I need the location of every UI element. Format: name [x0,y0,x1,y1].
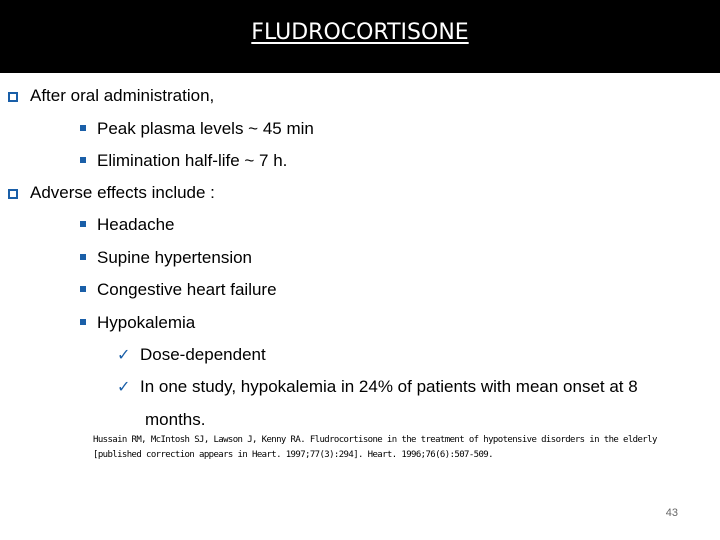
checkbox-bullet-icon [8,189,18,199]
reference-line: [published correction appears in Heart. 1997;77(3):294]. Heart. 1996;76(6):507-509. [93,450,493,460]
bullet-oral-administration [8,86,214,106]
bullet-adverse-effects [8,183,215,203]
subitem-text: Peak plasma levels ~ 45 min [97,119,314,138]
checkmark-icon: ✓ [117,347,131,364]
checkmark-icon: ✓ [117,379,131,396]
subitem-text: Headache [97,215,175,234]
square-bullet-icon [80,319,86,325]
subitem-congestive-heart-failure [80,280,277,300]
detail-dose-dependent [117,345,266,365]
subitem-supine-hypertension [80,248,252,268]
bullet-text: Adverse effects include : [30,183,215,202]
square-bullet-icon [80,254,86,260]
square-bullet-icon [80,221,86,227]
subitem-hypokalemia [80,313,195,333]
square-bullet-icon [80,125,86,131]
square-bullet-icon [80,157,86,163]
square-bullet-icon [80,286,86,292]
slide-title: FLUDROCORTISONE [251,20,469,45]
bullet-text: After oral administration, [30,86,215,105]
subitem-text: Congestive heart failure [97,280,277,299]
subitem-text: Hypokalemia [97,313,196,332]
detail-continuation: months. [145,410,206,429]
reference-citation [93,433,693,463]
subitem-half-life [80,151,287,171]
checkbox-bullet-icon [8,92,18,102]
subitem-text: Supine hypertension [97,248,253,267]
reference-line: Hussain RM, McIntosh SJ, Lawson J, Kenny RA. Fludrocortisone in the treatment of hypotensive disorders in the elderly [93,435,657,445]
detail-one-study [117,377,638,397]
subitem-peak-plasma [80,119,314,139]
subitem-text: Elimination half-life ~ 7 h. [97,151,288,170]
detail-text: In one study, hypokalemia in 24% of patients with mean onset at 8 [140,377,638,396]
subitem-headache [80,215,175,235]
detail-text: Dose-dependent [140,345,266,364]
page-number: 43 [665,507,678,519]
